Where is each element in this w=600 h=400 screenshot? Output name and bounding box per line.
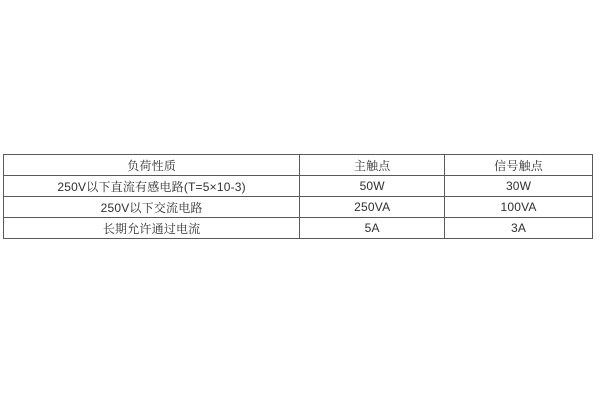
cell-signal-contact: 100VA bbox=[445, 197, 593, 218]
cell-main-contact: 5A bbox=[300, 218, 445, 239]
cell-signal-contact: 30W bbox=[445, 176, 593, 197]
header-cell-main-contact: 主触点 bbox=[300, 155, 445, 176]
cell-main-contact: 50W bbox=[300, 176, 445, 197]
cell-load-type: 250V以下直流有感电路(T=5×10-3) bbox=[4, 176, 300, 197]
cell-signal-contact: 3A bbox=[445, 218, 593, 239]
table-row bbox=[4, 197, 593, 218]
table-header-row bbox=[4, 155, 593, 176]
contact-load-spec-table bbox=[3, 154, 593, 239]
table-row bbox=[4, 176, 593, 197]
cell-load-type: 长期允许通过电流 bbox=[4, 218, 300, 239]
header-cell-signal-contact: 信号触点 bbox=[445, 155, 593, 176]
cell-main-contact: 250VA bbox=[300, 197, 445, 218]
cell-load-type: 250V以下交流电路 bbox=[4, 197, 300, 218]
table-row bbox=[4, 218, 593, 239]
header-cell-load-type: 负荷性质 bbox=[4, 155, 300, 176]
